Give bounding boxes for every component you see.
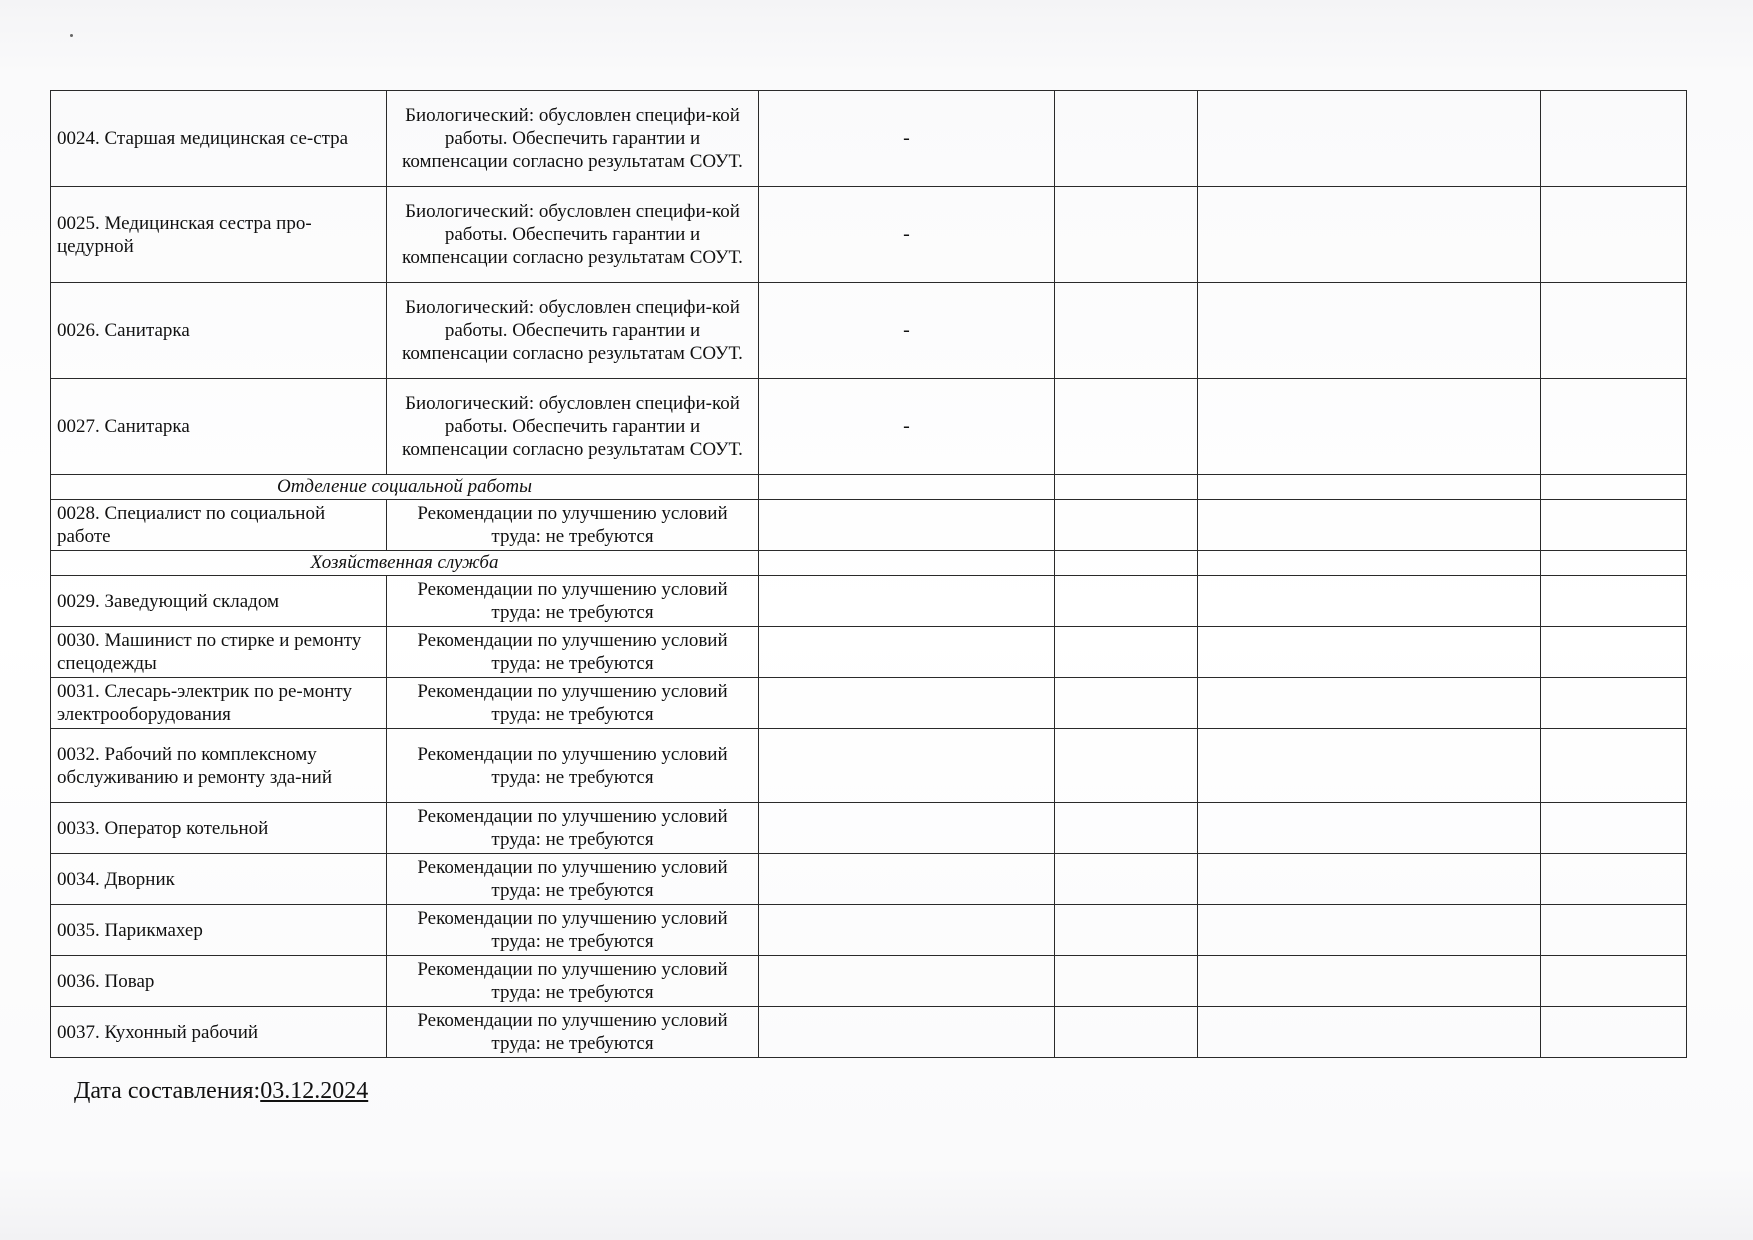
position-cell: 0037. Кухонный рабочий <box>51 1007 387 1058</box>
empty-cell <box>1055 551 1198 576</box>
empty-cell <box>1198 1007 1541 1058</box>
empty-cell <box>1541 187 1687 283</box>
table-row <box>51 729 1687 803</box>
scan-speck <box>70 34 73 37</box>
recommendation-cell: Рекомендации по улучшению условий труда: не требуются <box>387 729 759 803</box>
empty-cell <box>1055 729 1198 803</box>
empty-cell <box>1055 1007 1198 1058</box>
empty-cell <box>1055 283 1198 379</box>
empty-cell <box>1198 379 1541 475</box>
position-cell: 0028. Специалист по социальной работе <box>51 500 387 551</box>
mark-cell: - <box>759 379 1055 475</box>
position-cell: 0035. Парикмахер <box>51 905 387 956</box>
empty-cell <box>1198 283 1541 379</box>
empty-cell <box>1198 729 1541 803</box>
empty-cell <box>1541 905 1687 956</box>
empty-cell <box>1055 627 1198 678</box>
empty-cell <box>1541 729 1687 803</box>
empty-cell <box>1541 379 1687 475</box>
empty-cell <box>1541 854 1687 905</box>
table-row <box>51 854 1687 905</box>
empty-cell <box>1198 91 1541 187</box>
empty-cell <box>759 729 1055 803</box>
recommendation-cell: Рекомендации по улучшению условий труда: не требуются <box>387 956 759 1007</box>
recommendation-cell: Рекомендации по улучшению условий труда: не требуются <box>387 576 759 627</box>
empty-cell <box>1541 91 1687 187</box>
empty-cell <box>759 905 1055 956</box>
empty-cell <box>1198 551 1541 576</box>
empty-cell <box>1055 803 1198 854</box>
table-row <box>51 379 1687 475</box>
empty-cell <box>1541 627 1687 678</box>
section-title: Отделение социальной работы <box>51 475 759 500</box>
position-cell: 0036. Повар <box>51 956 387 1007</box>
table-row <box>51 576 1687 627</box>
empty-cell <box>1198 956 1541 1007</box>
empty-cell <box>1541 956 1687 1007</box>
empty-cell <box>759 956 1055 1007</box>
empty-cell <box>1541 1007 1687 1058</box>
position-cell: 0027. Санитарка <box>51 379 387 475</box>
empty-cell <box>759 1007 1055 1058</box>
empty-cell <box>1198 500 1541 551</box>
mark-cell: - <box>759 283 1055 379</box>
recommendation-cell: Биологический: обусловлен специфи-кой работы. Обеспечить гарантии и компенсации согласно результатам СОУТ. <box>387 187 759 283</box>
table-row <box>51 1007 1687 1058</box>
empty-cell <box>759 475 1055 500</box>
table-row <box>51 500 1687 551</box>
empty-cell <box>1055 91 1198 187</box>
empty-cell <box>1055 905 1198 956</box>
empty-cell <box>1055 678 1198 729</box>
empty-cell <box>1055 956 1198 1007</box>
section-row <box>51 551 1687 576</box>
recommendation-cell: Рекомендации по улучшению условий труда: не требуются <box>387 678 759 729</box>
table-row <box>51 678 1687 729</box>
recommendation-cell: Рекомендации по улучшению условий труда: не требуются <box>387 1007 759 1058</box>
empty-cell <box>759 627 1055 678</box>
recommendation-cell: Рекомендации по улучшению условий труда: не требуются <box>387 500 759 551</box>
recommendation-cell: Рекомендации по улучшению условий труда: не требуются <box>387 905 759 956</box>
empty-cell <box>1198 187 1541 283</box>
recommendation-cell: Рекомендации по улучшению условий труда: не требуются <box>387 854 759 905</box>
empty-cell <box>759 803 1055 854</box>
empty-cell <box>1541 283 1687 379</box>
table-row <box>51 905 1687 956</box>
recommendation-cell: Биологический: обусловлен специфи-кой работы. Обеспечить гарантии и компенсации согласно результатам СОУТ. <box>387 91 759 187</box>
compilation-date <box>74 1078 368 1105</box>
recommendations-table <box>50 90 1687 1058</box>
empty-cell <box>1541 576 1687 627</box>
position-cell: 0030. Машинист по стирке и ремонту спецодежды <box>51 627 387 678</box>
mark-cell: - <box>759 187 1055 283</box>
empty-cell <box>1055 576 1198 627</box>
position-cell: 0031. Слесарь-электрик по ре-монту электрооборудования <box>51 678 387 729</box>
table-row <box>51 956 1687 1007</box>
date-value: 03.12.2024 <box>260 1078 369 1104</box>
position-cell: 0029. Заведующий складом <box>51 576 387 627</box>
mark-cell: - <box>759 91 1055 187</box>
empty-cell <box>1541 678 1687 729</box>
position-cell: 0034. Дворник <box>51 854 387 905</box>
empty-cell <box>1541 500 1687 551</box>
table-row <box>51 803 1687 854</box>
empty-cell <box>1198 678 1541 729</box>
recommendation-cell: Биологический: обусловлен специфи-кой работы. Обеспечить гарантии и компенсации согласно результатам СОУТ. <box>387 379 759 475</box>
table-row <box>51 91 1687 187</box>
table-row <box>51 627 1687 678</box>
table-row <box>51 283 1687 379</box>
section-row <box>51 475 1687 500</box>
empty-cell <box>1541 475 1687 500</box>
position-cell: 0026. Санитарка <box>51 283 387 379</box>
empty-cell <box>759 500 1055 551</box>
date-label: Дата составления: <box>74 1078 261 1104</box>
position-cell: 0032. Рабочий по комплексному обслуживанию и ремонту зда-ний <box>51 729 387 803</box>
recommendation-cell: Биологический: обусловлен специфи-кой работы. Обеспечить гарантии и компенсации согласно результатам СОУТ. <box>387 283 759 379</box>
position-cell: 0024. Старшая медицинская се-стра <box>51 91 387 187</box>
empty-cell <box>1198 576 1541 627</box>
empty-cell <box>759 854 1055 905</box>
section-title: Хозяйственная служба <box>51 551 759 576</box>
empty-cell <box>759 576 1055 627</box>
empty-cell <box>1541 551 1687 576</box>
position-cell: 0025. Медицинская сестра про-цедурной <box>51 187 387 283</box>
recommendation-cell: Рекомендации по улучшению условий труда: не требуются <box>387 803 759 854</box>
empty-cell <box>1055 854 1198 905</box>
empty-cell <box>1055 379 1198 475</box>
empty-cell <box>1055 475 1198 500</box>
empty-cell <box>1541 803 1687 854</box>
empty-cell <box>1198 475 1541 500</box>
recommendation-cell: Рекомендации по улучшению условий труда: не требуются <box>387 627 759 678</box>
empty-cell <box>759 678 1055 729</box>
table-row <box>51 187 1687 283</box>
empty-cell <box>1198 803 1541 854</box>
empty-cell <box>1198 854 1541 905</box>
empty-cell <box>1055 500 1198 551</box>
empty-cell <box>1055 187 1198 283</box>
empty-cell <box>1198 905 1541 956</box>
position-cell: 0033. Оператор котельной <box>51 803 387 854</box>
empty-cell <box>1198 627 1541 678</box>
empty-cell <box>759 551 1055 576</box>
